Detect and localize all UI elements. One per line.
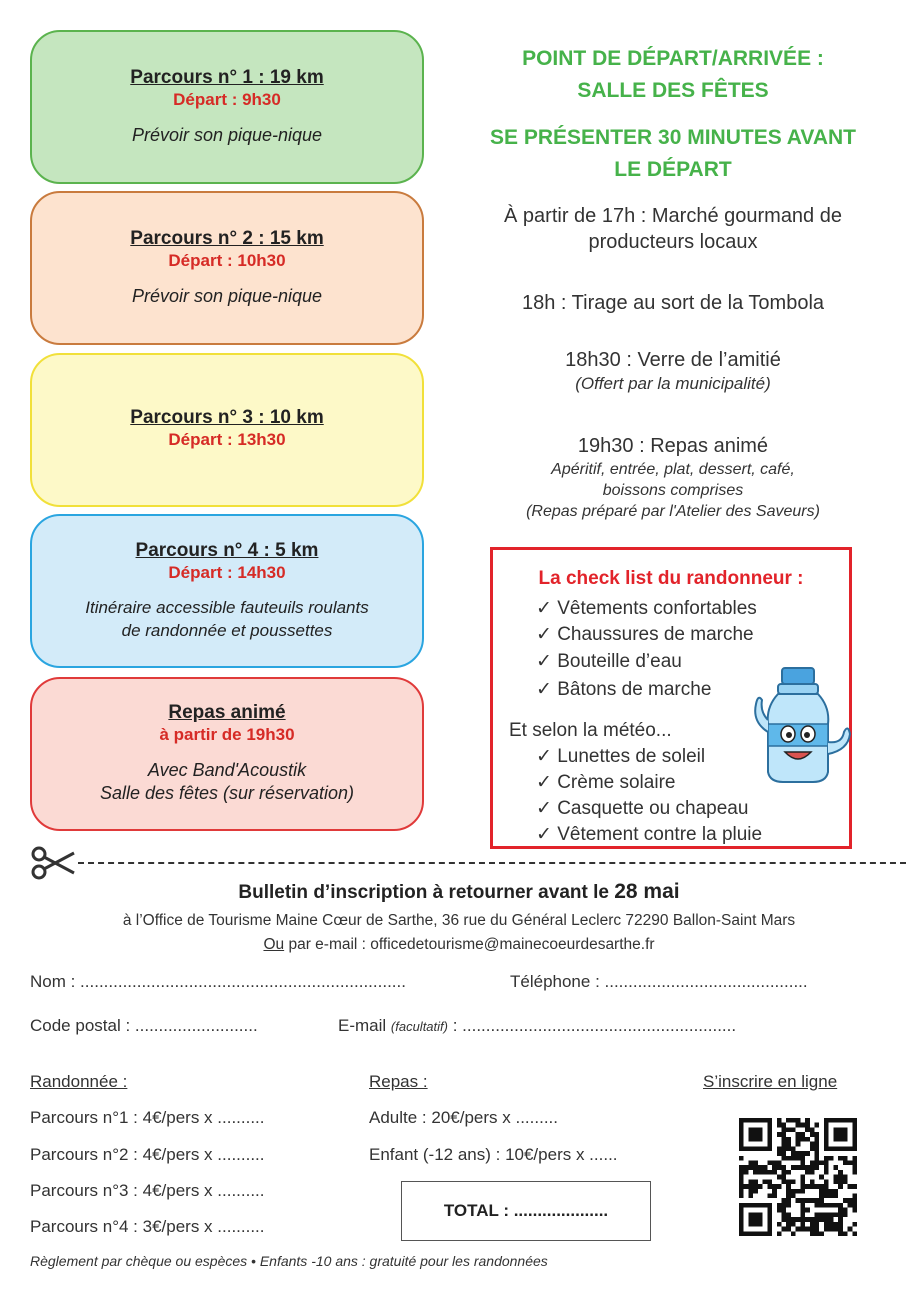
event-dinner-sub1: Apéritif, entrée, plat, dessert, café, [551,461,795,478]
meal-section-label: Repas : [369,1072,428,1091]
form-heading-text: Bulletin d’inscription à retourner avant le [238,882,609,903]
qr-code-icon[interactable] [739,1118,857,1236]
event-drink [440,347,906,394]
meal-adult-line[interactable]: Adulte : 20€/pers x ......... [369,1108,558,1127]
footer-note: Règlement par chèque ou espèces • Enfants -10 ans : gratuité pour les randonnées [30,1253,548,1269]
hike-line-2[interactable]: Parcours n°2 : 4€/pers x .......... [30,1145,265,1164]
meal-place: Salle des fêtes (sur réservation) [99,783,355,803]
event-dinner-sub2: boissons comprises [602,482,744,499]
meal-card [30,677,424,831]
hike-section-label: Randonnée : [30,1072,128,1091]
event-tombola [440,290,906,316]
meal-time: à partir de 19h30 [159,725,295,744]
meal-child-line[interactable]: Enfant (-12 ans) : 10€/pers x ...... [369,1145,618,1164]
route-card-1 [30,30,424,184]
total-label: TOTAL : .................... [443,1201,609,1220]
form-address: à l’Office de Tourisme Maine Cœur de Sarthe, 36 rue du Général Leclerc 72290 Ballon-Saint Mars [122,912,796,929]
route-note: Prévoir son pique-nique [131,125,323,145]
water-bottle-mascot-icon [738,662,858,787]
form-heading-date: 28 mai [614,880,680,903]
phone-field[interactable]: Téléphone : ........................................... [510,972,808,991]
cut-line [78,862,906,864]
route-departure: Départ : 10h30 [168,251,286,270]
email-dots: : .......................................................... [447,1016,737,1035]
postal-code-field[interactable]: Code postal : .......................... [30,1016,258,1035]
email-field[interactable] [338,1016,736,1036]
scissors-icon [30,845,76,881]
event-market [440,203,906,255]
start-point-line2: SALLE DES FÊTES [577,79,769,102]
checklist-weather-label: Et selon la météo... [509,720,672,741]
arrive-early-line2: LE DÉPART [614,158,732,181]
checklist-item: ✓ Bouteille d’eau [536,651,682,672]
route-departure: Départ : 13h30 [168,430,286,449]
route-note: Prévoir son pique-nique [131,286,323,306]
checklist-item: ✓ Lunettes de soleil [536,746,706,767]
email-optional: (facultatif) [390,1019,448,1034]
event-tombola-text: 18h : Tirage au sort de la Tombola [521,292,825,314]
route-title: Parcours n° 4 : 5 km [135,540,319,561]
route-departure: Départ : 9h30 [173,90,281,109]
checklist-item: ✓ Vêtement contre la pluie [536,824,763,845]
form-or: Ou [263,936,285,953]
name-field[interactable]: Nom : ..................................................................... [30,972,406,991]
checklist-item: ✓ Crème solaire [536,772,676,793]
route-departure: Départ : 14h30 [168,563,286,582]
hike-line-1[interactable]: Parcours n°1 : 4€/pers x .......... [30,1108,265,1127]
event-market-line2: producteurs locaux [588,231,758,253]
hike-line-3[interactable]: Parcours n°3 : 4€/pers x .......... [30,1181,265,1200]
route-title: Parcours n° 1 : 19 km [130,67,324,88]
checklist-item: ✓ Vêtements confortables [536,598,757,619]
form-heading [0,880,918,904]
event-drink-sub: (Offert par la municipalité) [575,374,771,393]
checklist-item: ✓ Bâtons de marche [536,679,712,700]
checklist-title: La check list du randonneur : [538,568,804,589]
event-dinner [440,433,906,522]
email-label: E-mail [338,1016,387,1035]
route-card-3 [30,353,424,507]
checklist-item: ✓ Casquette ou chapeau [536,798,749,819]
online-signup-link[interactable]: S’inscrire en ligne [703,1072,838,1091]
route-card-2 [30,191,424,345]
route-note-2: de randonnée et poussettes [121,621,333,640]
meal-band: Avec Band'Acoustik [147,760,307,780]
form-email-line [0,936,918,954]
checklist-item: ✓ Chaussures de marche [536,624,754,645]
event-dinner-sub3: (Repas préparé par l'Atelier des Saveurs) [526,503,820,520]
route-title: Parcours n° 2 : 15 km [130,228,324,249]
event-market-line1: À partir de 17h : Marché gourmand de [504,205,842,227]
arrive-early-line1: SE PRÉSENTER 30 MINUTES AVANT [489,126,856,149]
route-card-4 [30,514,424,668]
route-note: Itinéraire accessible fauteuils roulants [85,598,369,617]
start-point-line1: POINT DE DÉPART/ARRIVÉE : [522,47,824,70]
route-title: Parcours n° 3 : 10 km [130,407,324,428]
meal-title: Repas animé [168,702,286,723]
event-drink-text: 18h30 : Verre de l’amitié [565,349,781,371]
event-dinner-text: 19h30 : Repas animé [577,435,769,457]
hike-line-4[interactable]: Parcours n°4 : 3€/pers x .......... [30,1217,265,1236]
total-box [401,1181,651,1241]
form-email-address: par e-mail : officedetourisme@mainecoeurdesarthe.fr [288,936,655,953]
